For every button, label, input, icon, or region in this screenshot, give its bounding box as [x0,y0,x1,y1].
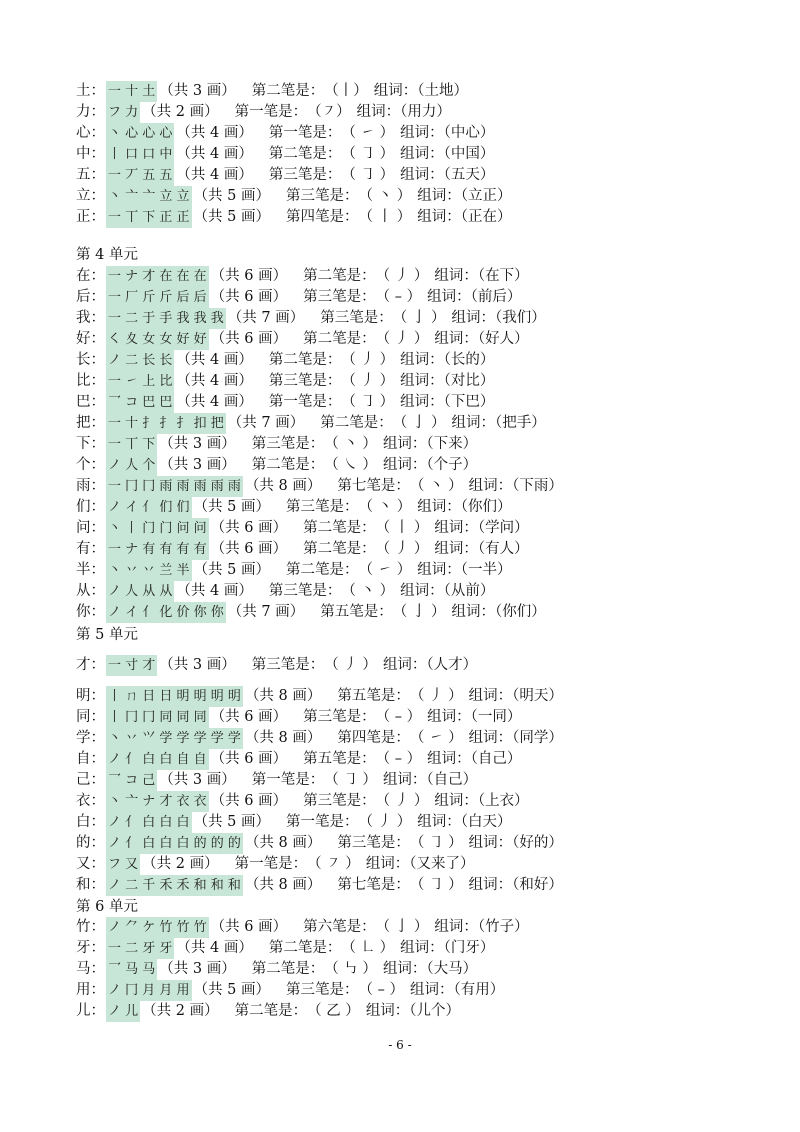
unit-heading: 第 6 单元 [76,899,138,915]
stroke-count: （共 5 画） [193,814,270,830]
stroke-count: （共 6 画） [210,751,288,767]
character-label: 才： [76,657,105,673]
word-example: 组词：（长的） [400,352,495,368]
word-example: 组词：（上衣） [434,793,529,809]
stroke-count: （共 2 画） [142,104,219,120]
stroke-order-sequence: 一 十 土 [106,81,157,102]
stroke-count: （共 4 画） [176,940,253,956]
stroke-position-label: 第四笔是： [337,730,410,746]
stroke-answer: （ 丨 ） [358,209,412,225]
character-label: 同： [76,709,105,725]
stroke-position-label: 第三笔是： [268,373,342,389]
stroke-position-label: 第七笔是： [337,478,410,494]
stroke-count: （共 6 画） [210,919,288,935]
stroke-order-sequence: 一 厂 斤 斤 后 后 [106,287,209,308]
stroke-answer: （ 丶 ） [358,188,412,204]
stroke-count: （共 4 画） [176,352,253,368]
character-label: 有： [76,541,105,557]
stroke-count: （共 3 画） [159,457,236,473]
stroke-position-label: 第二笔是： [251,457,325,473]
word-example: 组词：（立正） [417,188,512,204]
character-label: 明： [76,688,105,704]
character-label: 在： [76,268,105,284]
stroke-order-sequence: 一 丅 下 正 正 [106,207,192,228]
character-label: 巴： [76,394,105,410]
stroke-order-sequence: ノ 人 从 从 [106,581,174,602]
word-example: 组词：（自己） [382,772,478,788]
character-label: 中： [76,146,105,162]
stroke-position-label: 第三笔是： [251,657,325,673]
character-label: 又： [76,856,105,872]
stroke-position-label: 第一笔是： [268,125,342,141]
stroke-order-sequence: 丶 亠 亠 立 立 [106,186,192,207]
character-label: 学： [76,730,105,746]
word-example: 组词：（中国） [400,146,495,162]
stroke-position-label: 第二笔是： [268,352,342,368]
stroke-count: （共 8 画） [244,688,322,704]
character-label: 长： [76,352,105,368]
word-example: 组词：（一半） [417,562,512,578]
stroke-position-label: 第七笔是： [337,877,410,893]
stroke-position-label: 第一笔是： [268,394,342,410]
word-example: 组词：（从前） [400,583,495,599]
stroke-count: （共 5 画） [193,499,270,515]
word-example: 组词：（好人） [434,331,529,347]
stroke-answer: （ ㇏ ） [324,457,377,473]
word-example: 组词：（自己） [427,751,522,767]
stroke-position-label: 第三笔是： [285,982,359,998]
stroke-position-label: 第三笔是： [285,188,359,204]
stroke-position-label: 第五笔是： [320,604,393,620]
stroke-answer: （ 丨 ） [375,520,429,536]
word-example: 组词：（有用） [409,982,505,998]
word-example: 组词：（在下） [434,268,529,284]
stroke-position-label: 第五笔是： [303,751,376,767]
stroke-count: （共 3 画） [159,436,236,452]
character-label: 竹： [76,919,105,935]
stroke-answer: （ 丿 ） [375,331,429,347]
word-example: 组词：（门牙） [400,940,495,956]
stroke-answer: （ 丶 ） [324,436,377,452]
stroke-count: （共 4 画） [176,146,253,162]
stroke-answer: （ ㇀ ） [409,730,463,746]
stroke-answer: （ 丿 ） [341,373,395,389]
character-label: 己： [76,772,105,788]
stroke-answer: （ 丶 ） [409,478,463,494]
stroke-order-sequence: 丨 口 口 中 [106,144,174,165]
stroke-position-label: 第四笔是： [285,209,359,225]
stroke-count: （共 3 画） [159,83,236,99]
stroke-count: （共 6 画） [210,520,288,536]
word-example: 组词：（你们） [451,604,546,620]
character-label: 比： [76,373,105,389]
word-example: 组词：（和好） [468,877,563,893]
stroke-position-label: 第三笔是： [268,583,342,599]
stroke-order-sequence: 一 ㇀ 上 比 [106,371,174,392]
stroke-count: （共 5 画） [193,188,270,204]
stroke-answer: （ 丿 ） [324,657,377,673]
stroke-answer: （ 亅 ） [392,604,446,620]
stroke-position-label: 第五笔是： [337,688,410,704]
character-label: 半： [76,562,105,578]
stroke-order-sequence: ノ 亻 白 白 自 自 [106,749,209,770]
stroke-answer: （ 丿 ） [341,352,395,368]
stroke-order-sequence: ノ 二 千 禾 禾 和 和 和 [106,875,243,896]
stroke-answer: （ 丶 ） [341,583,395,599]
character-label: 个： [76,457,105,473]
character-label: 五： [76,167,105,183]
stroke-position-label: 第二笔是： [303,541,376,557]
stroke-count: （共 4 画） [176,583,253,599]
stroke-order-sequence: 一 ナ 有 有 有 有 [106,539,209,560]
stroke-count: （共 8 画） [244,835,322,851]
character-label: 问： [76,520,105,536]
stroke-order-sequence: 丨 冂 冂 同 同 同 [106,707,209,728]
stroke-answer: （ 丿 ） [375,268,429,284]
stroke-answer: （ 亅 ） [392,310,446,326]
word-example: 组词：（下巴） [400,394,495,410]
stroke-answer: （ ㇉ ） [324,961,377,977]
stroke-count: （共 3 画） [159,772,236,788]
stroke-count: （共 8 画） [244,877,322,893]
stroke-position-label: 第三笔是： [285,499,359,515]
character-label: 衣： [76,793,105,809]
stroke-answer: （ 丿 ） [409,688,463,704]
stroke-position-label: 第一笔是： [234,856,308,872]
character-label: 从： [76,583,105,599]
stroke-count: （共 4 画） [176,373,253,389]
stroke-order-sequence: ノ 人 个 [106,455,157,476]
stroke-order-sequence: 一 丅 下 [106,434,157,455]
stroke-count: （共 4 画） [176,394,253,410]
stroke-order-sequence: フ 力 [106,102,140,123]
word-example: 组词：（中心） [400,125,495,141]
word-example: 组词：（同学） [468,730,563,746]
character-label: 我： [76,310,105,326]
stroke-answer: （ ㇆ ） [409,877,463,893]
character-label: 马： [76,961,105,977]
stroke-answer: （ ㇗ ） [341,940,395,956]
stroke-answer: （ ㇆ ） [341,394,395,410]
stroke-position-label: 第二笔是： [268,146,342,162]
character-label: 的： [76,835,105,851]
stroke-position-label: 第二笔是： [251,961,325,977]
stroke-position-label: 第二笔是： [285,562,359,578]
character-label: 牙： [76,940,105,956]
word-example: 组词：（我们） [451,310,546,326]
word-example: 组词：（又来了） [365,856,475,872]
stroke-count: （共 6 画） [210,289,288,305]
stroke-answer: （㇇） [307,104,351,120]
stroke-count: （共 6 画） [210,331,288,347]
character-label: 立： [76,188,105,204]
stroke-order-sequence: 一 ナ 才 在 在 在 [106,266,209,287]
character-label: 土： [76,83,105,99]
word-example: 组词：（下来） [382,436,478,452]
word-example: 组词：（儿个） [365,1003,461,1019]
page-number: - 6 - [388,1038,412,1052]
stroke-answer: （丨） [324,83,368,99]
stroke-position-label: 第六笔是： [303,919,376,935]
stroke-order-sequence: 乛 コ 己 [106,770,157,791]
character-label: 用： [76,982,105,998]
stroke-position-label: 第三笔是： [320,310,393,326]
stroke-position-label: 第三笔是： [337,835,410,851]
character-label: 自： [76,751,105,767]
stroke-order-sequence: フ 又 [106,854,140,875]
word-example: 组词：（把手） [451,415,546,431]
word-example: 组词：（有人） [434,541,529,557]
stroke-count: （共 6 画） [210,709,288,725]
stroke-order-sequence: 丶 亠 ナ 才 衣 衣 [106,791,209,812]
stroke-order-sequence: ノ イ 亻 们 们 [106,497,192,518]
word-example: 组词：（你们） [417,499,512,515]
character-label: 好： [76,331,105,347]
stroke-position-label: 第二笔是： [303,520,376,536]
stroke-order-sequence: 一 丆 五 五 [106,165,174,186]
stroke-count: （共 7 画） [227,310,305,326]
stroke-answer: （ 丶 ） [358,499,412,515]
stroke-answer: （ ㇆ ） [324,772,377,788]
character-label: 们： [76,499,105,515]
stroke-count: （共 2 画） [142,1003,219,1019]
word-example: 组词：（对比） [400,373,495,389]
stroke-position-label: 第三笔是： [303,289,376,305]
character-label: 下： [76,436,105,452]
stroke-count: （共 6 画） [210,268,288,284]
stroke-count: （共 7 画） [227,604,305,620]
word-example: 组词：（土地） [373,83,468,99]
stroke-answer: （ 乙 ） [307,1003,360,1019]
stroke-order-sequence: 丶 丷 ⺍ 学 学 学 学 学 [106,728,243,749]
stroke-answer: （ ㇀ ） [358,562,412,578]
word-example: 组词：（用力） [356,104,451,120]
stroke-position-label: 第三笔是： [303,793,376,809]
stroke-position-label: 第二笔是： [234,1003,308,1019]
stroke-position-label: 第二笔是： [303,331,376,347]
stroke-position-label: 第三笔是： [251,436,325,452]
stroke-position-label: 第一笔是： [234,104,308,120]
stroke-position-label: 第三笔是： [268,167,342,183]
stroke-position-label: 第二笔是： [320,415,393,431]
stroke-order-sequence: 乛 马 马 [106,959,157,980]
stroke-count: （共 8 画） [244,730,322,746]
stroke-order-sequence: ノ ⺈ ケ 竹 竹 竹 [106,917,209,938]
stroke-answer: （ – ） [375,289,422,305]
character-label: 儿： [76,1003,105,1019]
stroke-answer: （ 亅 ） [375,919,429,935]
stroke-count: （共 5 画） [193,562,270,578]
stroke-answer: （ ㇀ ） [341,125,395,141]
stroke-order-sequence: 乛 コ 巴 巴 [106,392,174,413]
stroke-count: （共 6 画） [210,541,288,557]
stroke-count: （共 8 画） [244,478,322,494]
word-example: 组词：（竹子） [434,919,529,935]
stroke-answer: （ 丿 ） [375,541,429,557]
word-example: 组词：（个子） [382,457,478,473]
stroke-answer: （ ㇆ ） [341,146,395,162]
stroke-answer: （ 丿 ） [358,814,412,830]
word-example: 组词：（前后） [427,289,522,305]
stroke-order-sequence: ノ イ 亻 化 价 你 你 [106,602,226,623]
stroke-order-sequence: 一 二 于 手 我 我 我 [106,308,226,329]
stroke-count: （共 5 画） [193,209,270,225]
stroke-answer: （ 亅 ） [392,415,446,431]
stroke-position-label: 第二笔是： [251,83,325,99]
word-example: 组词：（好的） [468,835,563,851]
character-label: 白： [76,814,105,830]
character-label: 后： [76,289,105,305]
stroke-order-sequence: ノ 亻 白 白 白 的 的 的 [106,833,243,854]
stroke-count: （共 4 画） [176,167,253,183]
stroke-order-sequence: 一 寸 才 [106,655,157,676]
character-label: 力： [76,104,105,120]
stroke-count: （共 3 画） [159,657,236,673]
stroke-answer: （ ㇆ ） [409,835,463,851]
stroke-order-sequence: 丶 心 心 心 [106,123,174,144]
stroke-position-label: 第三笔是： [303,709,376,725]
stroke-answer: （ – ） [358,982,404,998]
stroke-order-sequence: 丶 丨 门 门 问 问 [106,518,209,539]
stroke-answer: （ 丿 ） [375,793,429,809]
word-example: 组词：（下雨） [468,478,563,494]
stroke-order-sequence: ノ 二 长 长 [106,350,174,371]
stroke-count: （共 5 画） [193,982,270,998]
word-example: 组词：（五天） [400,167,495,183]
stroke-count: （共 7 画） [227,415,305,431]
stroke-position-label: 第二笔是： [303,268,376,284]
stroke-position-label: 第一笔是： [285,814,359,830]
character-label: 和： [76,877,105,893]
character-label: 正： [76,209,105,225]
stroke-answer: （ ㇇ ） [307,856,360,872]
stroke-order-sequence: 一 二 牙 牙 [106,938,174,959]
stroke-order-sequence: ノ 冂 月 月 用 [106,980,192,1001]
stroke-position-label: 第一笔是： [251,772,325,788]
stroke-order-sequence: 一 十 扌 扌 扌 扣 把 [106,413,226,434]
stroke-count: （共 4 画） [176,125,253,141]
stroke-answer: （ ㇆ ） [341,167,395,183]
stroke-order-sequence: ノ 亻 白 白 白 [106,812,192,833]
stroke-count: （共 2 画） [142,856,219,872]
character-label: 心： [76,125,105,141]
unit-heading: 第 5 单元 [76,627,138,643]
character-label: 雨： [76,478,105,494]
stroke-answer: （ – ） [375,751,422,767]
stroke-count: （共 3 画） [159,961,236,977]
unit-heading: 第 4 单元 [76,247,138,263]
stroke-order-sequence: ノ 儿 [106,1001,140,1022]
word-example: 组词：（一同） [427,709,522,725]
stroke-count: （共 6 画） [210,793,288,809]
stroke-position-label: 第二笔是： [268,940,342,956]
word-example: 组词：（人才） [382,657,478,673]
word-example: 组词：（正在） [417,209,512,225]
character-label: 把： [76,415,105,431]
stroke-order-sequence: 一 冂 冂 雨 雨 雨 雨 雨 [106,476,243,497]
word-example: 组词：（大马） [382,961,478,977]
stroke-order-sequence: 丨 ㄇ 日 日 明 明 明 明 [106,686,243,707]
word-example: 组词：（学问） [434,520,529,536]
stroke-answer: （ – ） [375,709,422,725]
word-example: 组词：（明天） [468,688,563,704]
word-example: 组词：（白天） [417,814,512,830]
character-label: 你： [76,604,105,620]
stroke-order-sequence: 丶 丷 丷 兰 半 [106,560,192,581]
stroke-order-sequence: ㇛ 夊 女 女 好 好 [106,329,209,350]
